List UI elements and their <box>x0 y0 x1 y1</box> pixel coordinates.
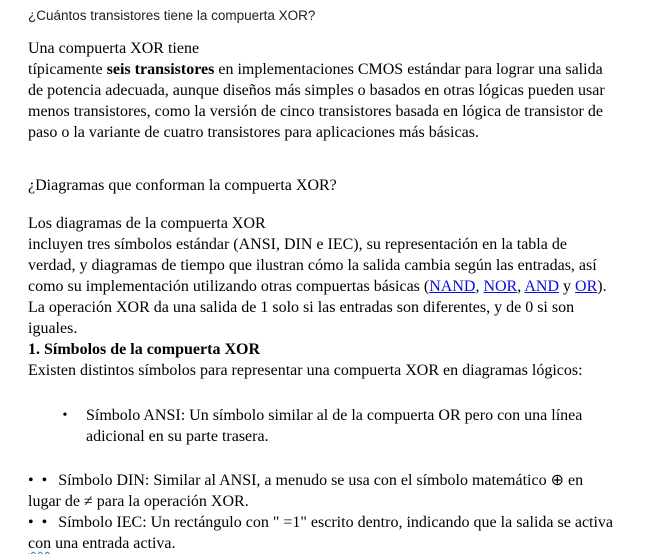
intro-symbols-line: Existen distintos símbolos para representar una compuerta XOR en diagramas lógicos: <box>28 362 583 379</box>
answer2-line1: Los diagramas de la compuerta XOR <box>28 215 266 232</box>
bullet-ansi-line1 <box>44 405 631 426</box>
answer1-bold-six-transistors: seis transistores <box>106 61 215 78</box>
answer1-line4: menos transistores, como la versión de cinco transistores basada en lógica de transistor de <box>28 103 603 120</box>
answer1-line2 <box>28 59 631 80</box>
bullet-iec-line1 <box>28 512 631 533</box>
bullet-din-line2: lugar de ≠ para la operación XOR. <box>28 493 249 510</box>
section-heading-symbols: 1. Símbolos de la compuerta XOR <box>28 341 260 358</box>
link-separator-2: , <box>517 278 525 295</box>
question-transistors: ¿Cuántos transistores tiene la compuerta XOR? <box>28 8 316 23</box>
answer1-line1: Una compuerta XOR tiene <box>28 40 200 57</box>
bullet-item-iec <box>28 512 631 554</box>
bullet-ansi-text1: Símbolo ANSI: Un símbolo similar al de la compuerta OR pero con una línea <box>86 407 583 424</box>
bullet-dot-icon: • <box>62 408 68 423</box>
link-separator-1: , <box>475 278 484 295</box>
bullet-indent-spacer <box>44 426 86 447</box>
bullet-ansi-line2 <box>44 426 631 447</box>
answer1-line2-pre: típicamente <box>28 61 107 78</box>
answer-diagrams-block <box>28 213 631 381</box>
link-separator-3: y <box>559 278 576 295</box>
link-nor[interactable]: NOR <box>483 278 518 295</box>
bullet-din-text1: Símbolo DIN: Similar al ANSI, a menudo se usa con el símbolo matemático ⊕ en <box>58 472 584 489</box>
grammar-flagged-word: con <box>28 535 52 552</box>
answer2-line5: La operación XOR da una salida de 1 solo si las entradas son diferentes, y de 0 si son <box>28 299 575 316</box>
link-or[interactable]: OR <box>575 278 598 295</box>
answer2-line4-pre: como su implementación utilizando otras compuertas básicas ( <box>28 278 430 295</box>
double-bullet-icon-din: • • <box>28 472 50 489</box>
bullet-ansi-text2: adicional en su parte trasera. <box>86 428 269 445</box>
link-nand[interactable]: NAND <box>429 278 476 295</box>
bullet-item-ansi <box>44 405 631 447</box>
bullet-iec-text2-rest: una entrada activa. <box>51 535 176 552</box>
bullet-din-line1 <box>28 470 631 491</box>
answer2-line4-post: ). <box>597 278 607 295</box>
answer2-line2: incluyen tres símbolos estándar (ANSI, DIN e IEC), su representación en la tabla de <box>28 236 567 253</box>
answer2-line4 <box>28 276 631 297</box>
answer1-line5: paso o la variante de cuatro transistores para aplicaciones más básicas. <box>28 124 479 141</box>
bullet-iec-line2 <box>28 533 631 554</box>
answer1-line2-post: en implementaciones CMOS estándar para lograr una salida <box>214 61 603 78</box>
answer2-line6: iguales. <box>28 320 78 337</box>
question-diagrams: ¿Diagramas que conforman la compuerta XOR? <box>28 177 337 194</box>
bullet-iec-text1: Símbolo IEC: Un rectángulo con " =1" escrito dentro, indicando que la salida se activa <box>58 514 614 531</box>
answer-transistors-paragraph <box>28 38 631 143</box>
bullet-item-din <box>28 470 631 512</box>
answer2-line3: verdad, y diagramas de tiempo que ilustran cómo la salida cambia según las entradas, así <box>28 257 597 274</box>
double-bullet-icon-iec: • • <box>28 514 50 531</box>
answer1-line3: de potencia adecuada, aunque diseños más simples o basados en otras lógicas pueden usar <box>28 82 605 99</box>
link-and[interactable]: AND <box>524 278 560 295</box>
